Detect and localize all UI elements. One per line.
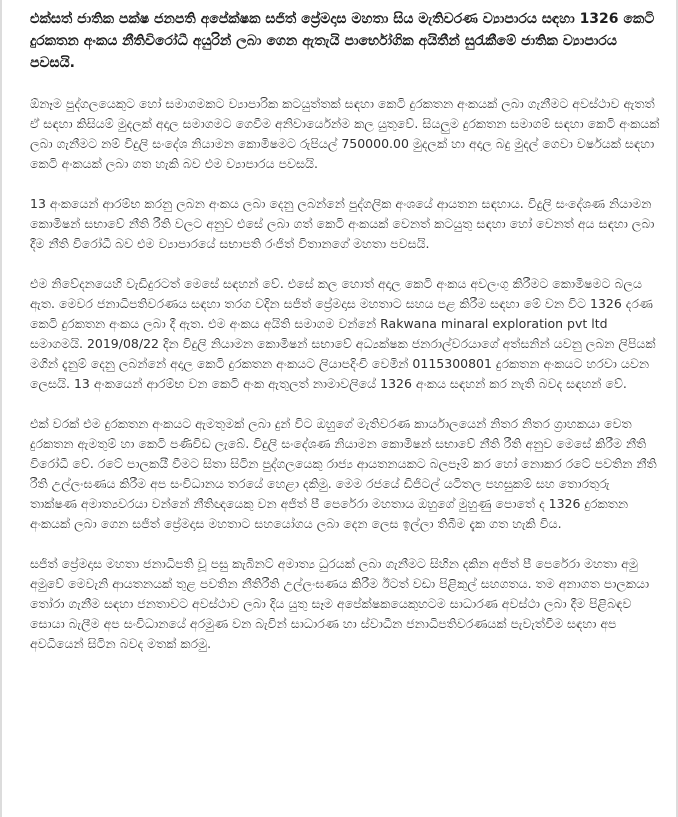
page-border-left [0, 0, 2, 817]
article-paragraph-1: ඕනෑම පුද්ගලයෙකුට හෝ සමාගමකට ව්‍යාපාරික කටයුත්තක් සඳහා කෙටි දුරකතන අංකයක් ලබා ගැනීමට අවස්ථාව ඇතත් ඒ සඳහා කිසියම් මුදලක් අදාල සමාගමට ගෙවීම අනිවාර්යෙන්ම කල යුතුවේ. සියලුම දුරකතන සමාගම් සඳහා කෙටි අංකයක් ලබා ගැනීමට නම් විදුලි සංදේශ නියාමන කොමිෂමට රුපියල් 750000.00 මුදලක් හා අදාල බදු මුදල් ගෙවා වර්ෂයක් සඳහා කෙටි අංකයක් ලබා ගත හැකි බව එම ව්‍යාපාරය පවසයි. [30, 96, 660, 171]
article-paragraph-4: එක් වරක් එම දුරකතන අංකයට ඇමතුමක් ලබා දුන් විට ඔහුගේ මැතිවරණ කාර්යාලයෙන් නිතර නිතර ග්‍රාහකයා වෙත දුරකතන ඇමතුම් හා කෙටි පණිවිඩ ලැබේ. විදුලි සංදේශණ නියාමන කොමිෂන් සභාවේ නීති රීති අනුව මෙසේ කිරීම නීති විරෝධී වේ. රටේ පාලකයී වීමට සිතා සිටින පුද්ගලයෙකු රාජ්‍ය ආයතනයකට බලපෑම් කර හෝ නොකර රටේ පවතින නීති රීති උල්ලංඝණය කිරීම අප සංවිධානය තරයේ හෙළා දකිමු. මෙම රජයේ ඩිජිටල් යටිතල පහසුකම් සහ තොරතුරු තාක්ෂණ අමාත්‍යවරයා වන්නේ නීතිඥයෙකු වන අජිත් පී පෙරේරා මහතාය ඔහුගේ මුහුණු පොතේ ද 1326 දුරකතන අංකයක් ලබා ගෙන සජිත් ප්‍රේමදාස මහතාට සහයෝගය ලබා දෙන ලෙස ඉල්ලා තිබීම දැක ගත හැකි විය. [30, 416, 657, 531]
news-article [30, 8, 660, 654]
article-paragraph-3: එම නිවේදනයෙහි වැඩිදුරටත් මෙසේ සඳහන් වේ. එසේ කල හොත් අදාල කෙටි අංකය අවලංගු කිරීමට කොමිෂමට බලය ඇත. මෙවර ජනාධිපතිවරණය සඳහා තරග වදින සජිත් ප්‍රේමදාස මහතාට සහය පළ කිරීම සඳහා මේ වන විට 1326 දරණ කෙටි දුරකතන අංකය ලබා දී ඇත. එම අංකය අයිති සමාගම වන්නේ Rakwana minaral exploration pvt ltd සමාගමයි. 2019/08/22 දින විදුලි නියාමන කොමිෂන් සභාවේ අධ්‍යක්ෂක ජනරාල්වරයාගේ අත්සනින් යවනු ලබන ලිපියක් මගින් දැනුම් දෙනු ලබන්නේ අදාල කෙටි දුරකතන අංකයට ලියාපදිංචි වෙමින් 0115300801 දුරකතන අංකයට හරවා යවන ලෙසයි. 13 අංකයෙන් ආරම්භ වන කෙටි අංක ඇතුලත් නාමාවලියේ 1326 අංකය සඳහන් කර නැති බවද සඳහන් වේ. [30, 276, 656, 391]
article-paragraph-2: 13 අංකයෙන් ආරම්භ කරනු ලබන අංකය ලබා දෙනු ලබන්නේ පුද්ගලික අංශයේ ආයතන සඳහාය. විදුලි සංදේශණ නියාමන කොමිෂන් සභාවේ නීති රීති වලට අනුව එසේ ලබා ගත් කෙටි අංකයක් වෙනත් කටයුතු සඳහා හෝ වෙනත් අය සඳහා ලබා දීම නීති විරෝධී බව එම ව්‍යාපාරයේ සභාපති රංජිත් විතානගේ මහතා පවසයි. [30, 196, 655, 251]
article-paragraph-5: සජිත් ප්‍රේමදාස මහතා ජනාධිපති වූ පසු කැබිනට් අමාත්‍ය ධුරයක් ලබා ගැනීමට සිහින දකින අජිත් පී පෙරේරා මහතා අමු අමුවේ මෙවැනි ආයතනයක් තුළ පවතින නීතිරීති උල්ලංඝණය කිරීම ඊටත් වඩා පිළිකුල් සහගතය. තම අනාගත පාලකයා තෝරා ගැනීම සඳහා ජනතාවට අවස්ථාව ලබා දිය යුතු සෑම අපේක්ෂකයෙකුහටම සාධාරණ අවස්ථා ලබා දීම පිළිබඳව සොයා බැලීම අප සංවිධානයේ අරමුණ වන බැවින් සාධාරණ හා ස්වාධීන ජනාධිපතිවරණයක් පැවැත්වීම සඳහා අප අවධියෙන් සිටින බවද මතක් කරමු. [30, 556, 650, 651]
article-headline: එක්සත් ජාතික පක්ෂ ජනපති අපේක්ෂක සජිත් ප්‍රේමදාස මහතා සිය මැතිවරණ ව්‍යාපාරය සඳහා 1326 කෙටි දුරකතන අංකය නීතිවිරෝධී අයුරින් ලබා ගෙන ඇතැයි පාර්භෝගික අයිතීන් සුරැකීමේ ජාතික ව්‍යාපාරය පවසයි. [30, 11, 655, 71]
